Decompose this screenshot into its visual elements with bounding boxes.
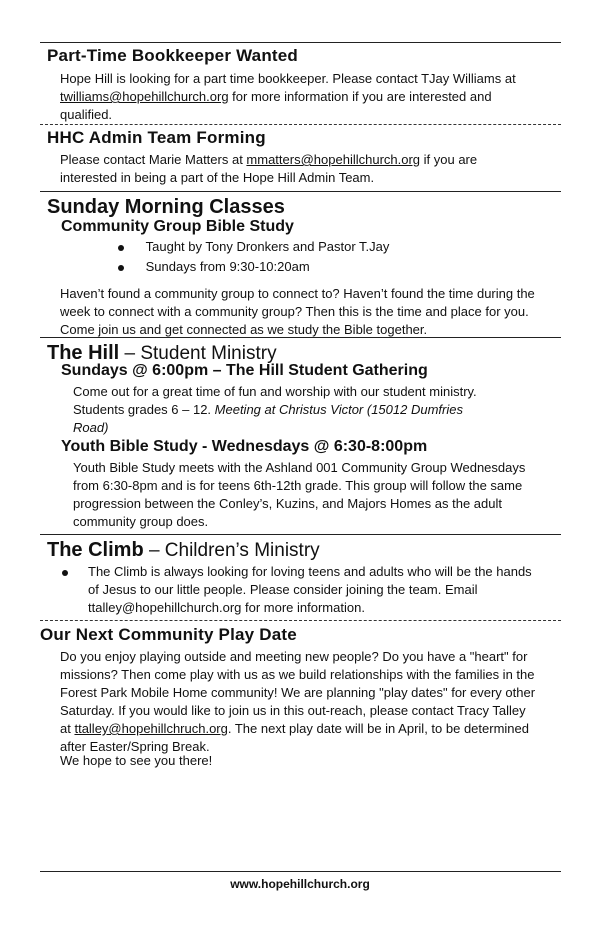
bullet-icon bbox=[118, 245, 124, 251]
hill-sub1-text-main: Come out for a great time of fun and worship with our student ministry. Students grades 6 – 12. bbox=[73, 384, 477, 417]
playdate-text-before: Do you enjoy playing outside and meeting new people? Do you have a "heart" for missions? Then come play with us as we build relationships with the families in the Forest Park Mobile Home community! We are planning "play dates" for every other Saturday. If you would like to join us in this out-reach, please contact Tracy Talley at bbox=[60, 649, 536, 736]
admin-text-after: if you are interested in being a part of the Hope Hill Admin Team. bbox=[60, 152, 478, 185]
admin-text-before: Please contact Marie Matters at bbox=[60, 152, 247, 167]
playdate-heading: Our Next Community Play Date bbox=[40, 625, 297, 644]
playdate-email-link[interactable]: ttalley@hopehillchruch.org bbox=[74, 721, 228, 736]
bookkeeper-text-before: Hope Hill is looking for a part time bookkeeper. Please contact TJay Williams at bbox=[60, 71, 516, 86]
sunday-subheading: Community Group Bible Study bbox=[61, 218, 294, 235]
climb-heading-rest: – Children’s Ministry bbox=[143, 540, 320, 561]
bullet-icon bbox=[62, 570, 68, 576]
climb-heading-bold: The Climb bbox=[47, 539, 144, 561]
bookkeeper-text-after: for more information if you are interested and qualified. bbox=[60, 89, 492, 122]
admin-heading: HHC Admin Team Forming bbox=[47, 128, 266, 147]
hill-sub2: Youth Bible Study - Wednesdays @ 6:30-8:00pm bbox=[61, 438, 428, 455]
bookkeeper-email-link[interactable]: twilliams@hopehillchurch.org bbox=[60, 89, 229, 104]
sunday-bullet-2 bbox=[118, 258, 310, 276]
playdate-closing: We hope to see you there! bbox=[60, 753, 213, 768]
hill-sub1-text bbox=[73, 383, 493, 437]
sunday-text: Haven’t found a community group to connect to? Haven’t found the time during the week to connect with a community group? Then this is the time and place for you. Come join us and get connected as we study the Bible together. bbox=[60, 286, 535, 337]
bookkeeper-text bbox=[60, 70, 540, 124]
sunday-bullet-1 bbox=[118, 238, 389, 256]
footer-divider bbox=[40, 871, 561, 872]
divider-dashed bbox=[40, 124, 561, 125]
hill-sub1: Sundays @ 6:00pm – The Hill Student Gathering bbox=[61, 362, 428, 379]
playdate-text bbox=[60, 648, 538, 756]
divider-solid bbox=[40, 534, 561, 535]
footer-url[interactable]: www.hopehillchurch.org bbox=[230, 877, 370, 891]
top-divider bbox=[40, 42, 561, 43]
hill-heading-rest: – Student Ministry bbox=[119, 343, 277, 364]
sunday-heading: Sunday Morning Classes bbox=[47, 196, 285, 218]
climb-bullet-text: The Climb is always looking for loving teens and adults who will be the hands of Jesus to our little people. Please consider joining the team. Email ttalley@hopehillchurch.org for more information. bbox=[88, 564, 532, 615]
hill-sub1-location: Meeting at Christus Victor (15012 Dumfries Road) bbox=[73, 402, 463, 435]
divider-dashed bbox=[40, 620, 561, 621]
bullet-icon bbox=[118, 265, 124, 271]
admin-email-link[interactable]: mmatters@hopehillchurch.org bbox=[246, 152, 421, 167]
bookkeeper-heading: Part-Time Bookkeeper Wanted bbox=[47, 46, 299, 65]
admin-text bbox=[60, 151, 530, 187]
hill-sub2-text: Youth Bible Study meets with the Ashland 001 Community Group Wednesdays from 6:30-8pm and is for teens 6th-12th grade. This group will follow the same progression between the Conley’s, Kuzins, and Majors Homes as the adult community group does. bbox=[73, 460, 526, 529]
sunday-bullet-2-text: Sundays from 9:30-10:20am bbox=[145, 259, 310, 274]
playdate-text-after: . The next play date will be in April, to be determined after Easter/Spring Break. bbox=[60, 721, 529, 754]
divider-solid bbox=[40, 337, 561, 338]
climb-heading bbox=[47, 539, 320, 562]
hill-heading-bold: The Hill bbox=[47, 342, 120, 364]
divider-solid bbox=[40, 191, 561, 192]
sunday-bullet-1-text: Taught by Tony Dronkers and Pastor T.Jay bbox=[145, 239, 390, 254]
